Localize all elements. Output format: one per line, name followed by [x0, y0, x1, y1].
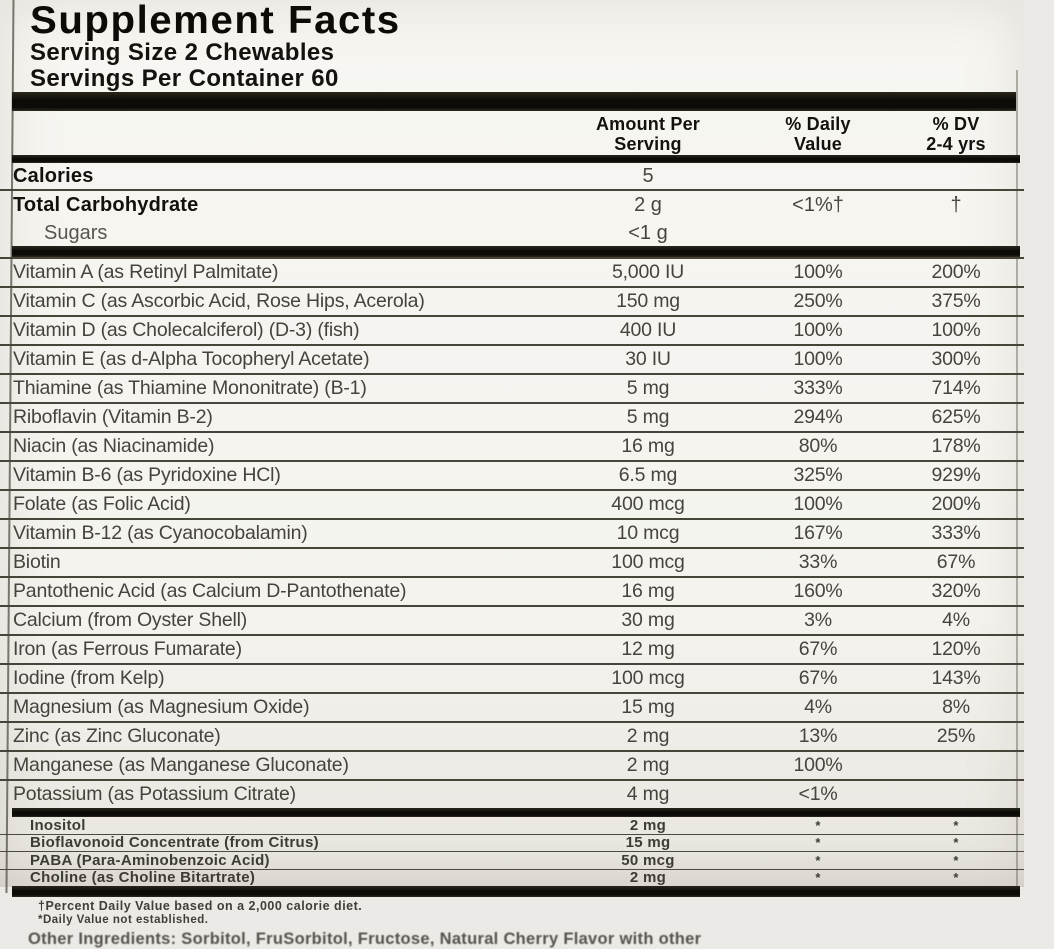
amount-per-serving-value: 15 mg: [621, 696, 675, 718]
percent-daily-value: 100%: [793, 754, 843, 776]
nutrient-name: Iodine (from Kelp): [13, 667, 165, 689]
nutrient-name: Riboflavin (Vitamin B-2): [13, 406, 213, 428]
amount-per-serving-value: 12 mg: [621, 638, 675, 660]
table-row: [0, 489, 1024, 518]
divider-bar-thick: [12, 808, 1020, 817]
amount-per-serving-value: 5 mg: [626, 406, 670, 428]
amount-per-serving-value: 30 mg: [621, 609, 675, 631]
divider-bar-thick: [12, 886, 1020, 897]
percent-daily-value: 67%: [798, 667, 838, 689]
amount-per-serving-value: 6.5 mg: [618, 464, 678, 486]
percent-daily-value: 100%: [793, 348, 843, 370]
nutrient-name: Inositol: [30, 816, 86, 834]
percent-dv-2-4-yrs-value: *: [953, 835, 959, 851]
nutrient-name: Vitamin B-12 (as Cyanocobalamin): [13, 522, 308, 544]
table-row: [0, 834, 1024, 852]
percent-dv-2-4-yrs-value: 4%: [942, 609, 970, 631]
percent-daily-value: 100%: [793, 261, 843, 283]
column-headers: [0, 111, 1024, 155]
nutrient-rows-section: [0, 257, 1024, 808]
nutrient-name: Potassium (as Potassium Citrate): [13, 783, 296, 805]
nutrient-name: Vitamin D (as Cholecalciferol) (D-3) (fish): [13, 319, 360, 341]
percent-dv-2-4-yrs-value: 120%: [931, 638, 981, 660]
amount-per-serving-value: 4 mg: [626, 783, 670, 805]
column-header-amount-line1: Amount Per: [595, 114, 700, 134]
table-row: [0, 547, 1024, 576]
percent-dv-2-4-yrs-value: 320%: [931, 580, 981, 602]
table-row: [0, 344, 1024, 373]
column-header-dv-line1: % Daily: [785, 114, 851, 134]
table-row: [0, 721, 1024, 750]
amount-per-serving-value: 15 mg: [625, 834, 671, 852]
amount-per-serving-value: 2 mg: [629, 816, 667, 834]
nutrient-name: Niacin (as Niacinamide): [13, 435, 215, 457]
percent-daily-value: 333%: [793, 377, 843, 399]
percent-dv-2-4-yrs-value: 67%: [936, 551, 976, 573]
percent-daily-value: 294%: [793, 406, 843, 428]
nutrient-name: Bioflavonoid Concentrate (from Citrus): [30, 834, 319, 852]
table-row: [0, 373, 1024, 402]
percent-dv-2-4-yrs-value: 714%: [931, 377, 981, 399]
percent-daily-value: 67%: [798, 638, 838, 660]
nutrient-name: Thiamine (as Thiamine Mononitrate) (B-1): [13, 377, 367, 399]
nutrient-name: Pantothenic Acid (as Calcium D-Pantothenate): [13, 580, 407, 602]
panel-title: Supplement Facts: [30, 0, 401, 42]
divider-bar-thick: [12, 92, 1016, 111]
amount-per-serving-value: 400 mcg: [611, 493, 685, 515]
column-header-amount: [548, 114, 748, 154]
nutrient-name: Vitamin B-6 (as Pyridoxine HCl): [13, 464, 281, 486]
nutrient-name: Calories: [13, 164, 94, 187]
table-row: [0, 431, 1024, 460]
table-row: [0, 634, 1024, 663]
amount-per-serving-value: 16 mg: [621, 435, 675, 457]
amount-per-serving-value: 100 mcg: [611, 667, 685, 689]
column-header-dv24-line1: % DV: [932, 114, 980, 134]
servings-per-container: Servings Per Container 60: [30, 65, 339, 92]
nutrient-name: Calcium (from Oyster Shell): [13, 609, 248, 631]
divider-bar-thick: [12, 246, 1020, 257]
table-row: [0, 402, 1024, 431]
percent-dv-2-4-yrs-value: 375%: [931, 290, 981, 312]
percent-dv-2-4-yrs-value: 300%: [931, 348, 981, 370]
percent-daily-value: 100%: [793, 319, 843, 341]
percent-dv-2-4-yrs-value: 100%: [931, 319, 981, 341]
percent-dv-2-4-yrs-value: 333%: [931, 522, 981, 544]
table-row: [0, 869, 1024, 887]
percent-dv-2-4-yrs-value: 625%: [931, 406, 981, 428]
percent-dv-2-4-yrs-value: *: [953, 852, 959, 868]
percent-daily-value: 33%: [798, 551, 838, 573]
table-row: [0, 163, 1024, 189]
amount-per-serving-value: 5 mg: [626, 377, 670, 399]
footnotes: [0, 897, 1024, 927]
nutrient-name: Zinc (as Zinc Gluconate): [13, 725, 221, 747]
percent-dv-2-4-yrs-value: 200%: [931, 261, 981, 283]
nutrient-name: Sugars: [44, 221, 108, 244]
amount-per-serving-value: 10 mcg: [616, 522, 680, 544]
amount-per-serving-value: 2 mg: [626, 754, 670, 776]
percent-daily-value: <1%: [798, 783, 838, 805]
percent-daily-value: *: [815, 870, 821, 886]
nutrient-name: Total Carbohydrate: [13, 194, 199, 216]
column-header-dv24-line2: 2-4 yrs: [926, 134, 986, 154]
table-row: [0, 220, 1024, 246]
table-row: [0, 518, 1024, 547]
table-row: [0, 286, 1024, 315]
table-row: [0, 257, 1024, 286]
panel-header: [0, 2, 1024, 92]
table-row: [0, 663, 1024, 692]
table-row: [0, 750, 1024, 779]
amount-per-serving-value: 5,000 IU: [611, 261, 685, 283]
table-row: [0, 779, 1024, 808]
amount-per-serving-value: 2 g: [634, 194, 662, 216]
percent-dv-2-4-yrs-value: 25%: [936, 725, 976, 747]
percent-daily-value: 160%: [793, 580, 843, 602]
amount-per-serving-value: <1 g: [628, 221, 668, 244]
percent-daily-value: 80%: [798, 435, 838, 457]
percent-daily-value: *: [815, 835, 821, 851]
percent-dv-2-4-yrs-value: 8%: [942, 696, 970, 718]
percent-daily-value: <1%†: [792, 194, 844, 216]
column-header-dv-line2: Value: [793, 134, 843, 154]
percent-daily-value: *: [815, 852, 821, 868]
percent-daily-value: 250%: [793, 290, 843, 312]
percent-daily-value: *: [815, 817, 821, 833]
nutrient-name: Vitamin A (as Retinyl Palmitate): [13, 261, 279, 283]
percent-dv-2-4-yrs-value: 929%: [931, 464, 981, 486]
footnote-daily-value: †Percent Daily Value based on a 2,000 calorie diet.: [38, 899, 363, 913]
percent-dv-2-4-yrs-value: 143%: [931, 667, 981, 689]
table-row: [0, 315, 1024, 344]
table-row: [0, 460, 1024, 489]
macro-rows-section: [0, 163, 1024, 246]
nutrient-name: Manganese (as Manganese Gluconate): [13, 754, 349, 776]
nutrient-name: Vitamin E (as d-Alpha Tocopheryl Acetate): [13, 348, 370, 370]
table-row: [0, 189, 1024, 220]
table-row: [0, 605, 1024, 634]
amount-per-serving-value: 50 mcg: [621, 851, 675, 869]
percent-dv-2-4-yrs-value: 178%: [931, 435, 981, 457]
nutrient-name: Iron (as Ferrous Fumarate): [13, 638, 242, 660]
table-row: [0, 817, 1024, 834]
column-header-daily-value: [748, 114, 888, 154]
percent-daily-value: 167%: [793, 522, 843, 544]
table-row: [0, 851, 1024, 869]
nutrient-name: Choline (as Choline Bitartrate): [30, 869, 256, 887]
nutrient-name: Biotin: [13, 551, 61, 573]
amount-per-serving-value: 400 IU: [619, 319, 677, 341]
percent-dv-2-4-yrs-value: 200%: [931, 493, 981, 515]
amount-per-serving-value: 30 IU: [625, 348, 671, 370]
nutrient-name: Magnesium (as Magnesium Oxide): [13, 696, 310, 718]
percent-daily-value: 4%: [804, 696, 832, 718]
percent-dv-2-4-yrs-value: †: [950, 194, 962, 216]
percent-daily-value: 100%: [793, 493, 843, 515]
amount-per-serving-value: 2 mg: [629, 869, 667, 887]
amount-per-serving-value: 2 mg: [626, 725, 670, 747]
amount-per-serving-value: 100 mcg: [611, 551, 685, 573]
percent-dv-2-4-yrs-value: *: [953, 817, 959, 833]
percent-daily-value: 325%: [793, 464, 843, 486]
percent-daily-value: 13%: [798, 725, 838, 747]
percent-dv-2-4-yrs-value: *: [953, 870, 959, 886]
nutrient-name: Vitamin C (as Ascorbic Acid, Rose Hips, Acerola): [13, 290, 425, 312]
footnote-not-established: *Daily Value not established.: [38, 913, 209, 926]
nutrient-name: Folate (as Folic Acid): [13, 493, 191, 515]
other-ingredient-rows-section: [0, 817, 1024, 886]
amount-per-serving-value: 150 mg: [616, 290, 680, 312]
column-header-dv-2-4-yrs: [888, 114, 1024, 154]
serving-size: Serving Size 2 Chewables: [30, 39, 335, 66]
table-row: [0, 576, 1024, 605]
amount-per-serving-value: 5: [642, 164, 654, 187]
table-row: [0, 692, 1024, 721]
column-header-amount-line2: Serving: [614, 134, 682, 154]
divider-bar-medium: [12, 155, 1020, 163]
percent-daily-value: 3%: [804, 609, 832, 631]
other-ingredients-cutoff-text: Other Ingredients: Sorbitol, FruSorbitol, Fructose, Natural Cherry Flavor with other: [28, 930, 702, 948]
nutrient-name: PABA (Para-Aminobenzoic Acid): [30, 851, 270, 869]
amount-per-serving-value: 16 mg: [621, 580, 675, 602]
